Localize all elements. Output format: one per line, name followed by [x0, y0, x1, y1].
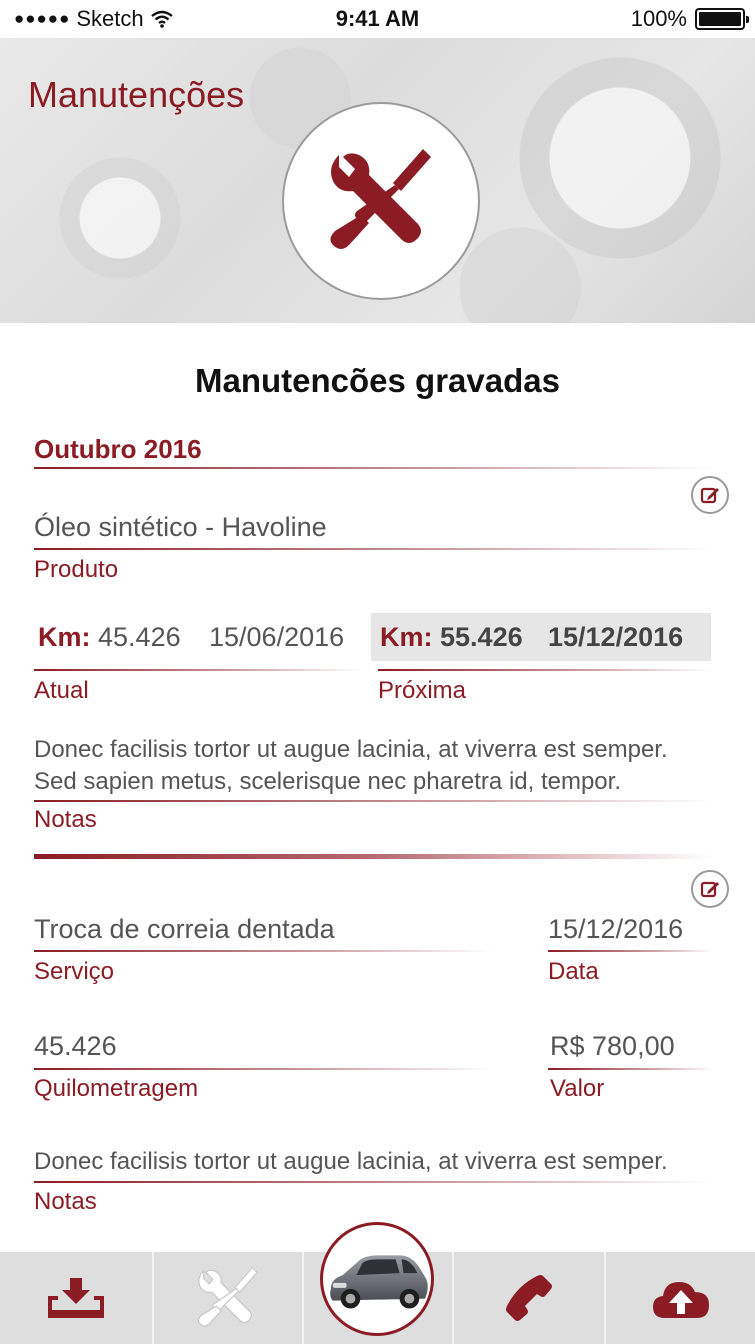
product-label: Produto	[34, 556, 119, 583]
notes-line-2: Sed sapien metus, scelerisque nec pharetra id, tempor.	[34, 768, 621, 795]
edit-icon	[699, 878, 721, 900]
signal-icon: ●●●●●	[14, 9, 71, 28]
next-label: Próxima	[378, 677, 467, 704]
mileage-divider	[34, 1068, 494, 1070]
date-value: 15/12/2016	[548, 914, 684, 944]
current-km-key: Km:	[38, 622, 91, 652]
edit-icon	[699, 484, 721, 506]
wrench-screwdriver-icon	[321, 141, 441, 261]
tools-icon	[193, 1263, 263, 1333]
clock: 9:41 AM	[335, 6, 420, 31]
notes-divider	[34, 800, 714, 802]
tab-phone[interactable]	[454, 1252, 604, 1344]
phone-icon	[503, 1272, 555, 1324]
service-label: Serviço	[34, 958, 115, 985]
download-tray-icon	[44, 1276, 108, 1320]
page-title: Manutenções	[28, 74, 245, 115]
edit-record-2-button[interactable]	[691, 870, 729, 908]
tab-upload[interactable]	[606, 1252, 755, 1344]
status-bar	[0, 0, 755, 38]
service-value: Troca de correia dentada	[34, 914, 335, 944]
header-badge	[282, 102, 480, 300]
next-km	[380, 622, 523, 653]
tab-car[interactable]	[320, 1222, 434, 1336]
next-km-key: Km:	[380, 622, 433, 652]
edit-record-1-button[interactable]	[691, 476, 729, 514]
mileage-value: 45.426	[34, 1031, 117, 1061]
date-label: Data	[548, 958, 599, 985]
current-km-value: 45.426	[98, 622, 181, 652]
product-value: Óleo sintético - Havoline	[34, 512, 327, 542]
mileage-label: Quilometragem	[34, 1075, 199, 1102]
current-label: Atual	[34, 677, 89, 704]
service-divider	[34, 950, 494, 952]
record-separator	[34, 854, 714, 859]
battery-icon	[695, 8, 745, 30]
month-heading: Outubro 2016	[34, 434, 202, 464]
product-divider	[34, 548, 714, 550]
tab-separator	[302, 1252, 304, 1344]
next-divider	[378, 669, 714, 671]
carrier-label: Sketch	[76, 6, 144, 31]
next-date: 15/12/2016	[548, 622, 684, 652]
price-label: Valor	[550, 1075, 605, 1102]
price-divider	[548, 1068, 714, 1070]
header-banner	[0, 38, 755, 323]
car-icon	[323, 1239, 431, 1319]
notes-label: Notas	[34, 806, 97, 833]
next-km-value: 55.426	[440, 622, 523, 652]
date-divider	[548, 950, 714, 952]
current-divider	[34, 669, 364, 671]
notes-line-1: Donec facilisis tortor ut augue lacinia, at viverra est semper.	[34, 1148, 668, 1175]
notes-divider	[34, 1181, 714, 1183]
current-km	[38, 622, 181, 653]
notes-line-1: Donec facilisis tortor ut augue lacinia, at viverra est semper.	[34, 736, 668, 763]
tab-tools[interactable]	[154, 1252, 302, 1344]
battery-percent: 100%	[630, 6, 687, 31]
cloud-upload-icon	[649, 1276, 713, 1320]
section-title: Manutencões gravadas	[195, 362, 560, 399]
price-value: R$ 780,00	[550, 1031, 675, 1061]
month-divider	[34, 467, 714, 469]
current-date: 15/06/2016	[209, 622, 345, 652]
notes-label: Notas	[34, 1188, 97, 1215]
tab-download[interactable]	[0, 1252, 152, 1344]
